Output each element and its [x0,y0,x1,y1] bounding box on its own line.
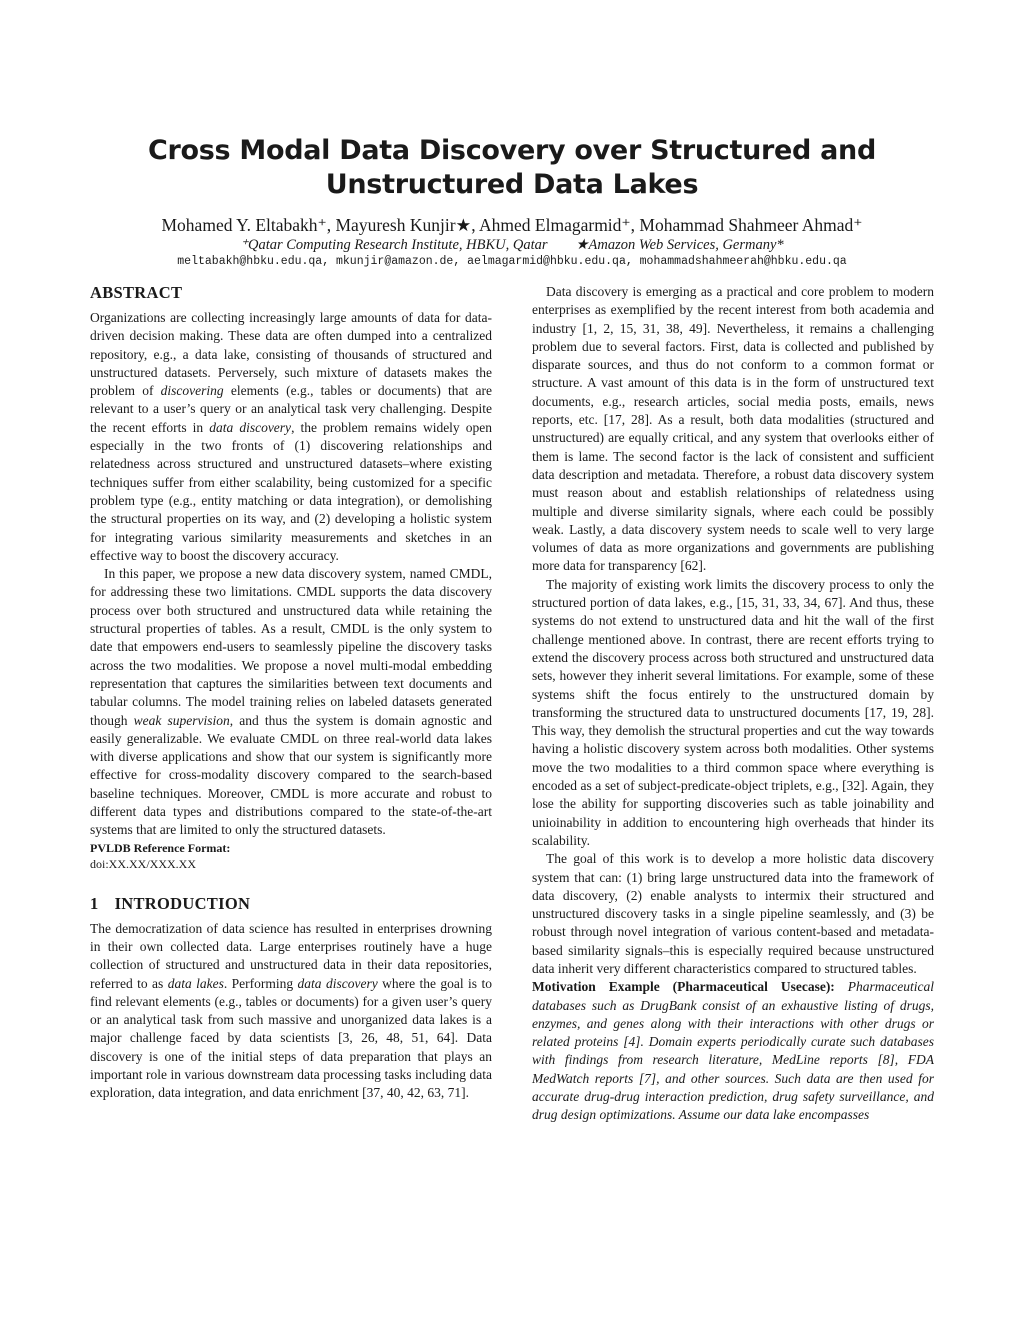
section-title: INTRODUCTION [114,893,251,913]
abstract-heading: ABSTRACT [90,283,183,302]
motivation-example [532,978,934,1124]
introduction-heading [90,894,492,914]
intro-paragraph-1: The democratization of data science has resulted in enterprises drowning in their own collected data. Large enterprises routinely have a huge collection of structured and unstructured data in their data repositories, referred to as data lakes. Performing data discovery where the goal is to find relevant elements (e.g., tables or documents) for a given user’s query or an analytical task from such massive and unorganized data lakes is a major challenge faced by data scientists [3, 26, 48, 51, 64]. Data discovery is one of the initial steps of data preparation that plays an important role in various downstream data processing tasks including data exploration, data integration, and data enrichment [37, 40, 42, 63, 71]. [90,920,492,1101]
motivation-text: Pharmaceutical databases such as DrugBank consist of an exhaustive listing of drugs, enzymes, and genes along with their interactions with other drugs or related proteins [4]. Domain experts periodically curate such databases with findings from research literature, MedLine reports [8], FDA MedWatch reports [7], and other sources. Such data are then used for accurate drug-drug interaction prediction, drug safety surveillance, and drug design optimizations. Assume our data lake encompasses [532,979,935,1123]
author-list: Mohamed Y. Eltabakh⁺, Mayuresh Kunjir★, Ahmed Elmagarmid⁺, Mohammad Shahmeer Ahmad⁺ [161,215,863,235]
section-number: 1 [90,893,99,913]
affiliation-amazon: ★Amazon Web Services, Germany* [575,237,784,253]
motivation-label: Motivation Example (Pharmaceutical Usecase): [532,979,835,995]
intro-paragraph-2: Data discovery is emerging as a practical and core problem to modern enterprises as exemplified by the recent interest from both academia and industry [1, 2, 15, 31, 38, 49]. Nevertheless, it remains a challenging problem due to several factors. First, data is collected and published by disparate sources, and thus do not conform to a common format or structure. A vast amount of this data is in the form of unstructured text documents, e.g., research articles, social media posts, emails, news reports, etc. [17, 28]. As a result, both data modalities (structured and unstructured) are equally critical, and any system that overlooks either of them is lame. The second factor is the lack of consistent and sufficient data description and metadata. Therefore, a robust data discovery system must reason about and establish relationships of relatedness using multiple and diverse similarity signals, where each could be possibly weak. Lastly, a data discovery system needs to scale well to very large volumes of data as more organizations and governments are publishing more data for transparency [62]. [532,284,934,574]
abstract-paragraph-1: Organizations are collecting increasingly large amounts of data for data-driven decision making. These data are often dumped into a centralized repository, e.g., a data lake, consisting of thousands of structured and unstructured datasets. Perversely, such mixture of datasets makes the problem of discovering elements (e.g., tables or documents) that are relevant to a user’s query or an analytical task very challenging. Despite the recent efforts in data discovery, the problem remains widely open especially in the two fronts of (1) discovering relationships and relatedness across structured and unstructured datasets–where existing techniques suffer from either scalability, being customized for a specific problem type (e.g., entity matching or data integration), or demolishing the structural properties on its way, and (2) developing a holistic system for integrating various similarity measurements and sketches in an effective way to boost the discovery accuracy. [90,310,492,563]
affiliations [40,236,984,254]
reference-doi: doi:XX.XX/XXX.XX [90,856,196,871]
affiliation-qcri: ⁺Qatar Computing Research Institute, HBKU, Qatar [240,237,548,253]
left-column [90,283,492,1103]
abstract-paragraph-2: In this paper, we propose a new data discovery system, named CMDL, for addressing these two limitations. CMDL supports the data discovery process over both structured and unstructured data while retaining the structural properties of tables. As a result, CMDL is the only system to date that empowers end-users to seamlessly pipeline the discovery tasks across the two modalities. We propose a novel multi-modal embedding representation that captures the similarities between text documents and tabular columns. The model training relies on labeled datasets generated though weak supervision, and thus the system is domain agnostic and easily generalizable. We evaluate CMDL on three real-world data lakes with diverse applications and show that our system is significantly more effective for cross-modality discovery compared to the search-based baseline techniques. Moreover, CMDL is more accurate and robust to different data types and distributions compared to the state-of-the-art systems that are limited to only the structured datasets. [90,566,492,838]
reference-format-heading: PVLDB Reference Format: [90,840,231,855]
author-emails: meltabakh@hbku.edu.qa, mkunjir@amazon.de, aelmagarmid@hbku.edu.qa, mohammadshahmeerah@hbku.edu.qa [177,255,847,268]
paper-title: Cross Modal Data Discovery over Structured and Unstructured Data Lakes [147,135,877,200]
intro-paragraph-4: The goal of this work is to develop a more holistic data discovery system that can: (1) bring large unstructured data into the framework of data discovery, (2) enable analysts to intermix their structured and unstructured discovery tasks in a single pipeline seamlessly, and (3) be robust through novel integration of various content-based and metadata-based similarity signals–this is especially required because unstructured data inherit very different characteristics compared to structured tables. [532,851,934,976]
intro-paragraph-3: The majority of existing work limits the discovery process to only the structured portion of data lakes, e.g., [15, 31, 33, 34, 67]. And thus, these systems do not extend to unstructured data and hit the wall of the first challenge mentioned above. In contrast, there are recent efforts trying to extend the discovery process across both structured and unstructured data sets, however they inherit several limitations. For example, some of these systems shift the focus entirely to the unstructured domain by transforming the structured data to unstructured documents [17, 19, 28]. This way, they demolish the structural properties and cut the way towards having a holistic discovery system across both modalities. Other systems move the two modalities to a third common space where everything is encoded as a set of subject-predicate-object triplets, e.g., [32]. Again, they lose the ability for supporting discoveries such as table joinability and unioinability in addition to encountering high overheads that hinder its scalability. [532,576,934,848]
right-column [532,283,934,1125]
